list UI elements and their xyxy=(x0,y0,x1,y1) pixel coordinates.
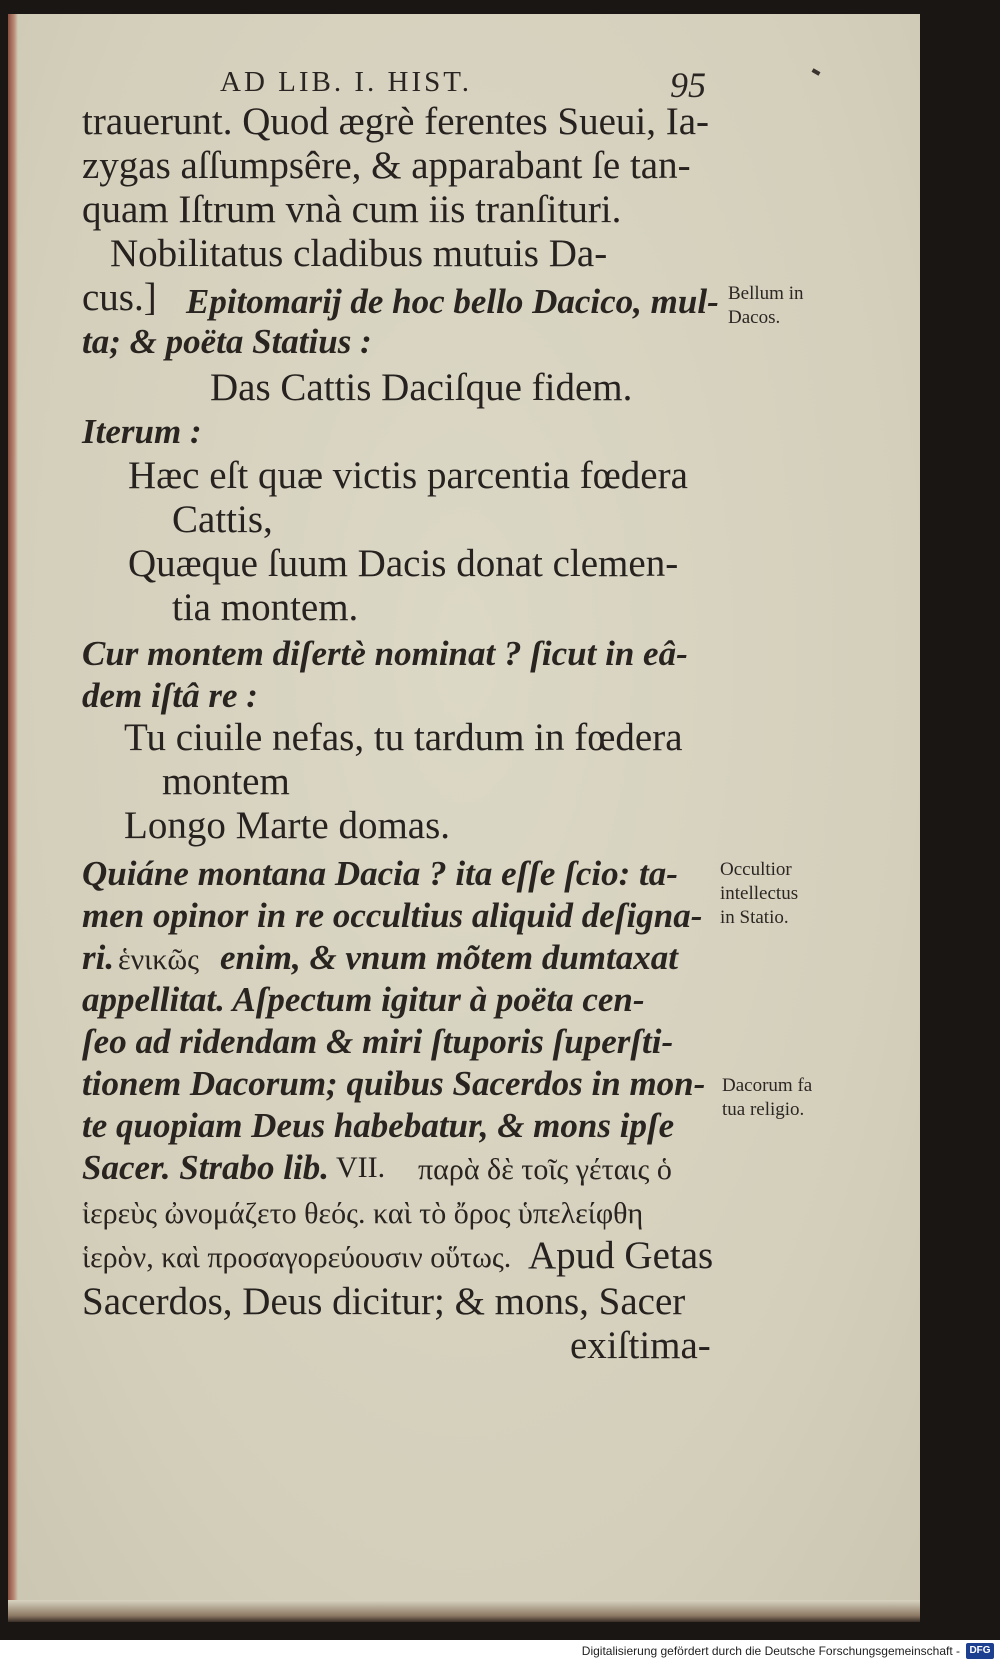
funding-credit: Digitalisierung gefördert durch die Deutsche Forschungsgemeinschaft - xyxy=(581,1644,960,1658)
verse-line: Tu ciuile nefas, tu tardum in fœdera xyxy=(124,716,683,759)
verse-line: Hæc eſt quæ victis parcentia fœdera xyxy=(128,454,688,497)
verse-quote: Das Cattis Daciſque fidem. xyxy=(210,366,633,409)
margin-note: Occultior intellectus in Statio. xyxy=(720,859,799,928)
italic-commentary-line: enim, & vnum mõtem dumtaxat xyxy=(220,938,678,977)
greek-quote-line: ἱερεὺς ὠνομάζετο θεός. καὶ τὸ ὄρος ὑπελείφθη xyxy=(82,1197,644,1230)
italic-commentary-line: ſeo ad ridendam & miri ſtuporis ſuperſti- xyxy=(82,1022,674,1061)
verse-line: Cattis, xyxy=(172,498,273,541)
italic-commentary-line: Quiáne montana Dacia ? ita eſſe ſcio: ta- xyxy=(82,854,678,893)
section-lemma: Nobilitatus cladibus mutuis Da- xyxy=(110,232,608,275)
section-lemma-end: cus.] xyxy=(82,276,157,319)
italic-commentary-line: ri. xyxy=(82,938,115,977)
verse-line: tia montem. xyxy=(172,586,359,629)
italic-commentary-line: te quopiam Deus habebatur, & mons ipſe xyxy=(82,1106,675,1145)
greek-quote-line: ἱερὸν, καὶ προσαγορεύουσιν οὕτως. xyxy=(82,1241,512,1274)
digitization-footer xyxy=(0,1640,1000,1665)
margin-note: Dacorum fa tua religio. xyxy=(722,1075,813,1120)
text-line: Sacerdos, Deus dicitur; & mons, Sacer xyxy=(82,1280,686,1323)
catchword: exiſtima- xyxy=(570,1324,711,1367)
italic-commentary-line: Sacer. Strabo lib. xyxy=(82,1148,329,1187)
text-line: trauerunt. Quod ægrè ferentes Sueui, Ia- xyxy=(82,100,710,143)
greek-word: ἑνικῶς xyxy=(118,943,199,976)
text-line: quam Iſtrum vnà cum iis tranſituri. xyxy=(82,188,622,231)
italic-commentary-line: dem iſtâ re : xyxy=(82,676,258,715)
book-numeral: VII. xyxy=(336,1151,386,1184)
greek-quote-line: παρὰ δὲ τοῖς γέταις ὁ xyxy=(418,1153,672,1186)
italic-commentary-line: Iterum : xyxy=(82,412,202,451)
italic-commentary-line: ta; & poëta Statius : xyxy=(82,322,372,361)
text-line: zygas aſſumpsêre, & apparabant ſe tan- xyxy=(82,144,691,187)
italic-commentary-line: appellitat. Aſpectum igitur à poëta cen- xyxy=(82,980,645,1019)
running-head: AD LIB. I. HIST. xyxy=(220,66,473,98)
verse-line: Quæque ſuum Dacis donat clemen- xyxy=(128,542,679,585)
italic-commentary-line: Epitomarij de hoc bello Dacico, mul- xyxy=(186,282,719,321)
margin-note: Bellum in Dacos. xyxy=(728,283,804,328)
text-line: Apud Getas xyxy=(528,1234,714,1277)
verse-line: montem xyxy=(162,760,290,803)
verse-line: Longo Marte domas. xyxy=(124,804,451,847)
italic-commentary-line: Cur montem diſertè nominat ? ſicut in eâ- xyxy=(82,634,688,673)
page-number: 95 xyxy=(670,65,706,105)
italic-commentary-line: tionem Dacorum; quibus Sacerdos in mon- xyxy=(82,1064,706,1103)
italic-commentary-line: men opinor in re occultius aliquid deſigna- xyxy=(82,896,703,935)
dfg-logo-badge: DFG xyxy=(966,1643,994,1659)
